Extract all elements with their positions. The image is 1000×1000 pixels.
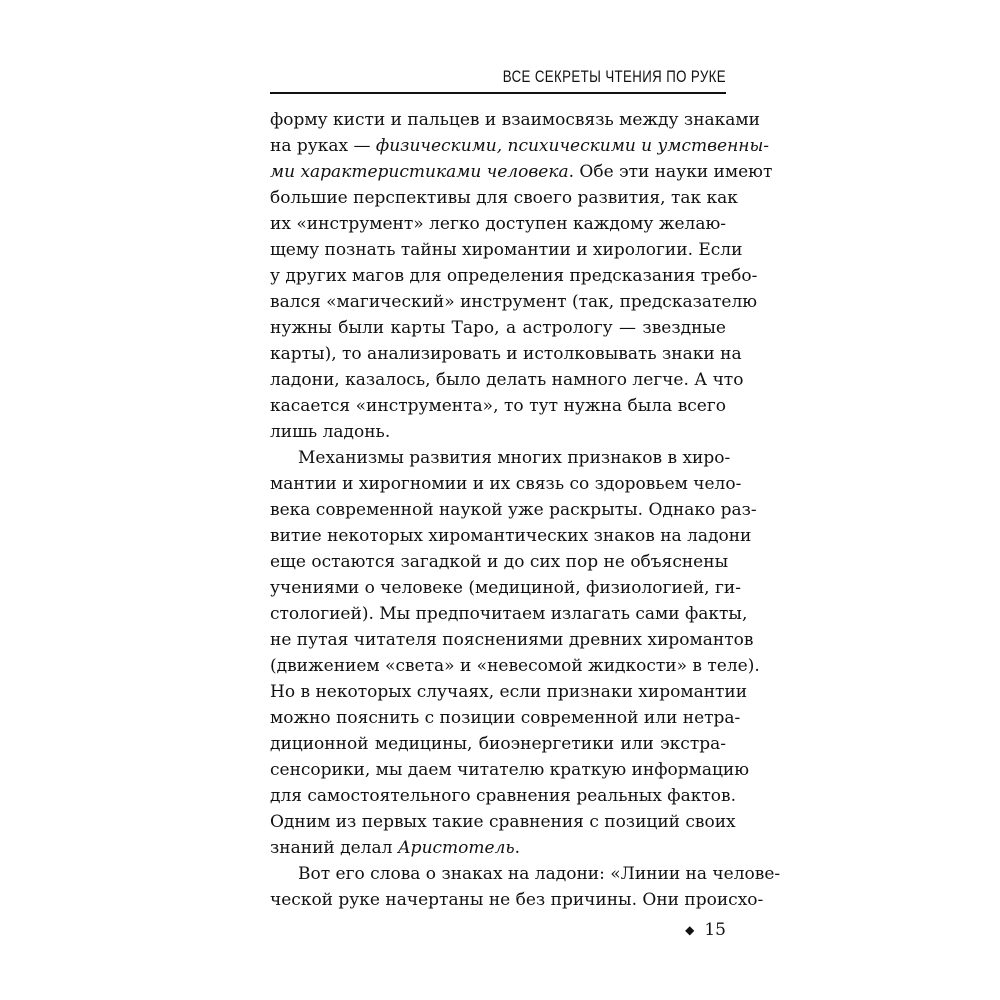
text-run: Вот его слова о знаках на ладони: «Линии на челове- [298,864,781,884]
text-line [270,887,764,913]
text-run: форму кисти и пальцев и взаимосвязь между знаками [270,110,760,130]
text-line [270,497,757,523]
text-line [270,341,742,367]
text-line [270,653,760,679]
text-run: лишь ладонь. [270,422,391,442]
text-line [270,263,758,289]
text-run: для самостоятельного сравнения реальных фактов. [270,786,736,806]
text-run: Но в некоторых случаях, если признаки хиромантии [270,682,748,702]
text-run: . [514,838,521,858]
text-line [270,367,744,393]
text-run: диционной медицины, биоэнергетики или экстра- [270,734,726,754]
text-run: Механизмы развития многих признаков в хиро- [298,448,731,468]
text-line [270,757,750,783]
text-line [270,159,773,185]
text-run: вался «магический» инструмент (так, предсказателю [270,292,758,312]
text-line [270,185,738,211]
text-line [270,549,729,575]
text-run: нужны были карты Таро, а астрологу — звездные [270,318,726,338]
text-run: щему познать тайны хиромантии и хирологии. Если [270,240,743,260]
text-line [270,471,742,497]
text-run: ладони, казалось, было делать намного легче. А что [270,370,744,390]
italic-text-run: физическими, психическими и умственны- [375,136,770,156]
italic-text-run: ми характеристиками человека [270,162,569,182]
text-run: еще остаются загадкой и до сих пор не объяснены [270,552,729,572]
text-run: мантии и хирогномии и их связь со здоровьем чело- [270,474,742,494]
text-line [270,315,726,341]
text-run: на руках — [270,136,376,156]
text-run: не путая читателя пояснениями древних хиромантов [270,630,754,650]
text-line [270,289,758,315]
text-run: у других магов для определения предсказания требо- [270,266,758,286]
text-run: (движением «света» и «невесомой жидкости» в теле). [270,656,760,676]
text-run: знаний делал [270,838,398,858]
page-folio [685,918,726,942]
text-line [270,861,781,887]
text-line [270,809,736,835]
text-line [270,835,726,861]
diamond-ornament-icon: ◆ [685,923,695,937]
text-line [270,627,754,653]
text-line [270,575,741,601]
page-number: 15 [704,920,726,940]
text-run: большие перспективы для своего развития, так как [270,188,738,208]
text-line [270,445,731,471]
text-run: сенсорики, мы даем читателю краткую информацию [270,760,750,780]
text-line [270,211,726,237]
text-line [270,679,748,705]
text-line [270,731,726,757]
text-line [270,705,741,731]
header-rule [270,92,726,94]
text-run: касается «инструмента», то тут нужна была всего [270,396,726,416]
text-line [270,783,736,809]
text-run: Одним из первых такие сравнения с позиций своих [270,812,736,832]
running-title: ВСЕ СЕКРЕТЫ ЧТЕНИЯ ПО РУКЕ [502,67,726,86]
italic-text-run: Аристотель [397,838,515,858]
text-run: ческой руке начертаны не без причины. Они происхо- [270,890,764,910]
text-line [270,107,760,133]
text-line [270,237,743,263]
text-run: можно пояснить с позиции современной или нетра- [270,708,741,728]
text-run: . Обе эти науки имеют [568,162,773,182]
text-run: карты), то анализировать и истолковывать знаки на [270,344,742,364]
text-line [270,393,726,419]
text-line [270,523,752,549]
text-run: витие некоторых хиромантических знаков на ладони [270,526,752,546]
text-run: учениями о человеке (медициной, физиологией, ги- [270,578,741,598]
text-line [270,419,726,445]
body-text [270,107,781,913]
text-run: их «инструмент» легко доступен каждому желаю- [270,214,726,234]
text-line [270,133,770,159]
text-run: века современной наукой уже раскрыты. Однако раз- [270,500,757,520]
text-run: стологией). Мы предпочитаем излагать сами факты, [270,604,748,624]
text-line [270,601,748,627]
